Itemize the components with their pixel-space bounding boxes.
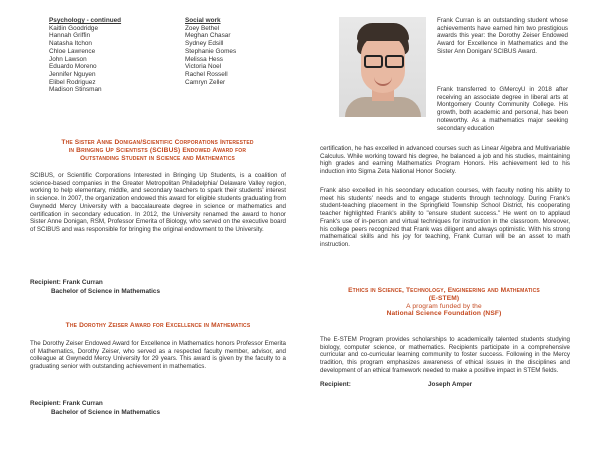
zeiser-recipient (30, 399, 280, 417)
scibus-recipient (30, 278, 280, 296)
social-work-header: Social work (185, 17, 221, 24)
psychology-list (49, 17, 159, 94)
list-item: Zoey Bethel (185, 24, 220, 32)
scibus-heading-line-1: The Sister Anne Donigan/Scientific Corporations Interested (61, 139, 254, 146)
list-item: Natasha Itchon (49, 40, 92, 48)
list-item: Hannah Griffin (49, 32, 91, 40)
frank-bio-para-2: Frank transferred to GMercyU in 2018 after receiving an associate degree in liberal arts at Montgomery County Community College. His growth, both academic and personal, has been noteworthy. As a mathematics major seeking secondary education (437, 86, 568, 132)
student-photo (339, 17, 426, 117)
list-item: Sydney Edsill (185, 40, 224, 48)
estem-heading-line-1: Ethics in Science, Technology, Engineering and Mathematics (348, 287, 540, 294)
scibus-recipient-degree: Bachelor of Science in Mathematics (51, 288, 161, 295)
scibus-heading-line-3: Outstanding Student in Science and Mathematics (80, 154, 235, 162)
estem-recipient-name: Joseph Amper (428, 381, 473, 388)
list-item: Victoria Noel (185, 63, 222, 71)
zeiser-recipient-label: Recipient: Frank Curran (30, 400, 103, 407)
scibus-body: SCIBUS, or Scientific Corporations Interested in Bringing Up Students, is a coalition of science-based companies in the Greater Metropolitan Philadelphia/ Delaware Valley region, working to help elementary, middle, and secondary teachers to spark their students' interest in science. In 2007, the organization endowed this award for eligible students graduating from Gwynedd Mercy University with a baccalaureate degree in science or mathematics and certification in secondary education. In 2012, the University renamed the award to honor Sister Anne Donigan, RSM, Professor Emerita of Biology, who served on the executive board of SCIBUS and was responsible for bringing the original endowment to the University. (30, 172, 286, 233)
psychology-header: Psychology - continued (49, 17, 122, 24)
list-item: Elibel Rodriguez (49, 78, 96, 86)
zeiser-body: The Dorothy Zeiser Endowed Award for Excellence in Mathematics honors Professor Emerita of Mathematics, Dorothy Zeiser, who served as a respected faculty member, advisor, and colleague at Gwynedd Mercy University for 29 years. This award is given by the faculty to a graduating senior with outstanding achievement in mathematics. (30, 340, 286, 371)
estem-heading (315, 287, 573, 318)
frank-bio-para-2-continued: certification, he has excelled in advanced courses such as Linear Algebra and Multivariable Calculus. While working toward his degree, he balanced a job and his studies, maintaining high grades and earning Mathematics Program Honors. His achievement led to his induction into Sigma Zeta National Honor Society. (320, 145, 570, 176)
zeiser-heading: The Dorothy Zeiser Award for Excellence in Mathematics (65, 322, 251, 329)
list-item: John Lawson (49, 55, 87, 63)
list-item: Camryn Zeller (185, 78, 226, 86)
list-item: Eduardo Moreno (49, 63, 97, 71)
estem-heading-line-2: (E-STEM) (428, 294, 460, 302)
list-item: Kaitlin Goodridge (49, 24, 99, 32)
frank-bio-para-3: Frank also excelled in his secondary education courses, with faculty noting his ability to meet his students' needs and to engage students through technology. During Frank's student-teaching placement in the Springfield Township School District, his cooperating teacher highlighted Frank's ability to "ensure student success." He went on to applaud Frank's use of in-person and virtual techniques for instruction in the classroom. Moreover, his college peers recognized that Frank was diligent and always optimistic. With his strong mathematical skills and his joy for teaching, Frank Curran will be an asset to math instruction. (320, 187, 570, 248)
list-item: Chloe Lawrence (49, 47, 96, 55)
scibus-recipient-label: Recipient: Frank Curran (30, 279, 103, 286)
estem-recipient (320, 380, 570, 389)
estem-subheading-1: A program funded by the (406, 302, 482, 310)
list-item: Madison Stinsman (49, 86, 102, 94)
list-item: Stephanie Gomes (185, 47, 237, 55)
estem-recipient-label: Recipient: (320, 381, 351, 388)
estem-body: The E-STEM Program provides scholarships to academically talented students studying biology, computer science, or mathematics. Recipients participate in a comprehensive curricular and co-curricular learning community to foster success. Following in the Mercy tradition, this program emphasizes awareness of ethical issues in the disciplines and development of an ethical framework needed to make a positive impact in STEM fields. (320, 336, 570, 374)
list-item: Jennifer Nguyen (49, 70, 96, 78)
list-item: Rachel Rossell (185, 70, 228, 78)
zeiser-recipient-degree: Bachelor of Science in Mathematics (51, 409, 161, 416)
scibus-heading (30, 139, 285, 162)
social-work-list (185, 17, 285, 86)
estem-subheading-2: National Science Foundation (NSF) (386, 310, 502, 318)
frank-bio-para-1: Frank Curran is an outstanding student whose achievements have earned him two prestigious awards this year: the Dorothy Zeiser Endowed Award for Excellence in Mathematics and the Sister Ann Donigan/ SCIBUS Award. (437, 17, 568, 55)
list-item: Melissa Hess (185, 55, 223, 63)
social-work-names (185, 25, 285, 87)
psychology-names (49, 25, 159, 94)
scibus-heading-line-2: in Bringing Up Scientists (SCIBUS) Endowed Award for (68, 146, 247, 154)
list-item: Meghan Chasar (185, 32, 231, 40)
